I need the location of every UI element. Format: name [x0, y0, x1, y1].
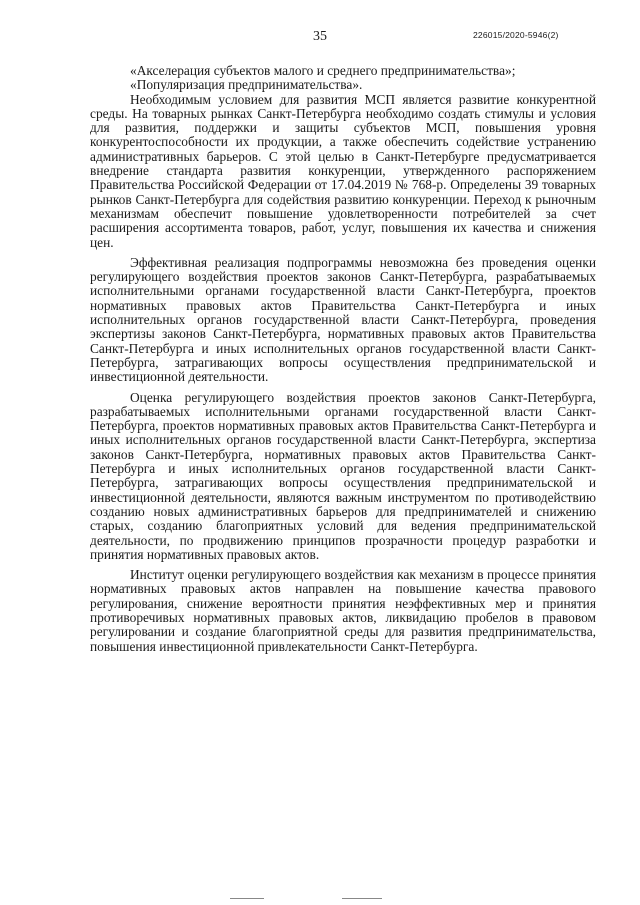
document-id: 226015/2020-5946(2) [473, 30, 559, 40]
paragraph-regulatory-assessment: Эффективная реализация подпрограммы невозможна без проведения оценки регулирующего воздействия проектов законов Санкт-Петербурга, разрабатываемых исполнительными органами государственной власти Санкт-Петербурга, проектов нормативных правовых актов Правительства Санкт-Петербурга и иных исполнительных органов государственной власти Санкт-Петербурга, проведения экспертизы законов Санкт-Петербурга, нормативных правовых актов Правительства Санкт-Петербурга и иных исполнительных органов государственной власти Санкт-Петербурга, затрагивающих вопросы осуществления предпринимательской и инвестиционной деятельности. [90, 254, 596, 385]
paragraph-institute: Институт оценки регулирующего воздействия как механизм в процессе принятия нормативных правовых актов направлен на повышение качества правового регулирования, снижение вероятности принятия неэффективных мер и принятия противоречивых нормативных правовых актов, ликвидацию пробелов в правовом регулировании и создание благоприятной среды для развития предпринимательства, повышения инвестиционной привлекательности Санкт-Петербурга. [90, 567, 596, 654]
paragraph-assessment-role: Оценка регулирующего воздействия проектов законов Санкт-Петербурга, разрабатываемых исполнительными органами государственной власти Санкт-Петербурга, проектов нормативных правовых актов Правительства Санкт-Петербурга и иных исполнительных органов государственной власти Санкт-Петербурга, экспертиза законов Санкт-Петербурга, нормативных правовых актов Правительства Санкт-Петербурга и иных исполнительных органов государственной власти Санкт-Петербурга, затрагивающих вопросы осуществления предпринимательской и инвестиционной деятельности, являются важным инструментом по противодействию созданию новых административных барьеров для предпринимателей и снижению старых, созданию благоприятных условий для ведения предпринимательской деятельности, по продвижению принципов прозрачности процедур разработки и принятия нормативных правовых актов. [90, 389, 596, 562]
scan-mark [230, 898, 264, 899]
list-item: «Акселерация субъектов малого и среднего предпринимательства»; [130, 63, 516, 78]
scan-mark [342, 898, 382, 899]
scan-artifact [230, 898, 430, 901]
body-text [90, 64, 596, 654]
list-item: «Популяризация предпринимательства». [130, 77, 363, 93]
paragraph-competition: Необходимым условием для развития МСП является развитие конкурентной среды. На товарных рынках Санкт-Петербурга необходимо создать стимулы и условия для развития, поддержки и защиты субъектов МСП, повышения уровня конкурентоспособности их продукции, а также обеспечить содействие устранению административных барьеров. С этой целью в Санкт-Петербурге предусматривается внедрение стандарта развития конкуренции, утвержденного распоряжением Правительства Российской Федерации от 17.04.2019 № 768-р. Определены 39 товарных рынков Санкт-Петербурга для содействия развитию конкуренции. Переход к рыночным механизмам обеспечит повышение удовлетворенности потребителей за счет расширения ассортимента товаров, работ, услуг, повышения их качества и снижения цен. [90, 91, 596, 250]
page-number: 35 [313, 29, 327, 44]
